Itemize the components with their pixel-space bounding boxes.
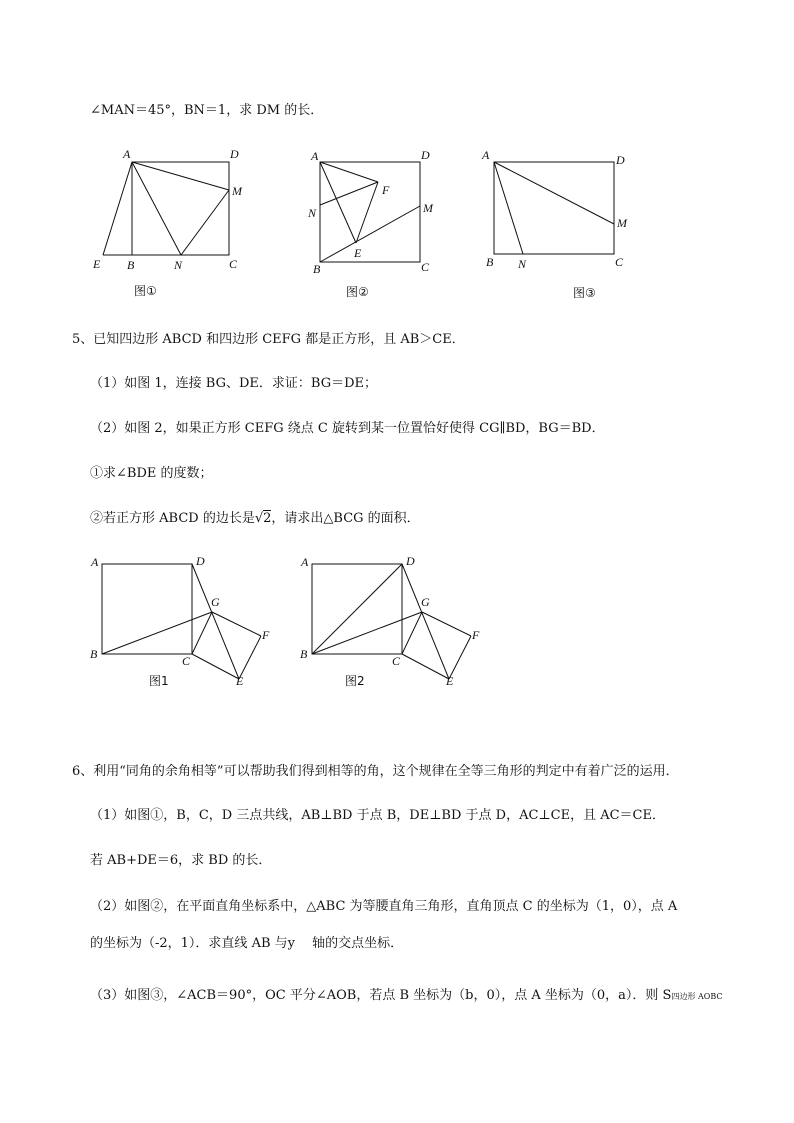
q6-part1b: 若 AB+DE＝6，求 BD 的长．: [90, 853, 272, 868]
q5-stem: 5、已知四边形 ABCD 和四边形 CEFG 都是正方形，且 AB＞CE．: [72, 332, 465, 347]
q6-part1: （1）如图①，B，C，D 三点共线，AB⊥BD 于点 B，DE⊥BD 于点 D，AC⊥CE，且 AC＝CE．: [90, 808, 665, 823]
label-d: D: [616, 153, 625, 167]
label-n: N: [174, 258, 183, 272]
figure-5-1: [85, 552, 285, 697]
label-n: N: [518, 257, 527, 271]
q5-part2b-pre: ②若正方形 ABCD 的边长是: [90, 511, 255, 526]
figure-5-2: [295, 552, 495, 697]
figure-4-1: [85, 140, 260, 305]
q6-part3-text: （3）如图③，∠ACB＝90°，OC 平分∠AOB，若点 B 坐标为（b，0），点 A 坐标为（0，a）．则 S: [90, 988, 672, 1003]
label-g: G: [421, 595, 430, 609]
label-e: E: [93, 257, 101, 271]
q6-part3-subscript: 四边形 AOBC: [671, 992, 723, 1001]
label-f: F: [262, 628, 270, 642]
label-c: C: [229, 257, 238, 271]
label-d: D: [196, 554, 205, 568]
label-b: B: [313, 262, 321, 276]
label-m: M: [617, 216, 627, 230]
rectangle-abcd: [494, 162, 614, 254]
figure-caption: 图①: [134, 284, 157, 298]
label-b: B: [300, 647, 308, 661]
square-abcd: [102, 564, 192, 654]
label-d: D: [406, 554, 415, 568]
figure-caption: 图2: [345, 674, 365, 688]
q5-part1: （1）如图 1，连接 BG、DE．求证：BG＝DE；: [90, 376, 377, 391]
square-abcd: [320, 162, 420, 262]
label-n: N: [308, 206, 317, 220]
label-a: A: [301, 555, 309, 569]
label-b: B: [486, 255, 494, 269]
label-d: D: [421, 148, 430, 162]
label-a: A: [123, 147, 131, 161]
q5-part2: （2）如图 2，如果正方形 CEFG 绕点 C 旋转到某一位置恰好使得 CG∥BD，BG＝BD．: [90, 421, 605, 436]
figure-4-3: [478, 140, 638, 305]
label-f: F: [472, 628, 480, 642]
figure-caption: 图③: [573, 286, 596, 300]
label-a: A: [482, 148, 490, 162]
sqrt-symbol: √: [254, 511, 264, 526]
label-f: F: [382, 183, 390, 197]
label-c: C: [392, 654, 401, 668]
label-c: C: [421, 260, 430, 274]
q6-part2b: 的坐标为（-2，1）．求直线 AB 与y 轴的交点坐标．: [90, 936, 404, 951]
q5-part2b-post: ，请求出△BCG 的面积．: [271, 511, 420, 526]
label-m: M: [232, 184, 242, 198]
figure-caption: 图1: [149, 674, 169, 688]
label-c: C: [182, 654, 191, 668]
q5-part2a: ①求∠BDE 的度数；: [90, 466, 213, 481]
label-b: B: [127, 258, 135, 272]
label-m: M: [423, 201, 433, 215]
label-a: A: [91, 555, 99, 569]
label-a: A: [311, 149, 319, 163]
label-d: D: [230, 147, 239, 161]
label-e: E: [446, 674, 454, 688]
label-c: C: [615, 255, 624, 269]
figure-caption: 图②: [346, 285, 369, 299]
figure-4-2: [300, 140, 450, 305]
problem-4-condition: ∠MAN＝45°，BN＝1，求 DM 的长．: [90, 103, 324, 118]
q6-part3: [90, 987, 722, 1006]
q5-part2b: [90, 510, 420, 528]
sqrt-radicand: 2: [263, 511, 272, 526]
q6-part2: （2）如图②，在平面直角坐标系中，△ABC 为等腰直角三角形，直角顶点 C 的坐标为（1，0），点 A: [90, 899, 678, 914]
q6-stem: 6、利用“同角的余角相等”可以帮助我们得到相等的角，这个规律在全等三角形的判定中有着广泛的运用．: [72, 764, 679, 779]
label-b: B: [90, 647, 98, 661]
label-e: E: [354, 246, 362, 260]
label-g: G: [211, 595, 220, 609]
label-e: E: [236, 674, 244, 688]
